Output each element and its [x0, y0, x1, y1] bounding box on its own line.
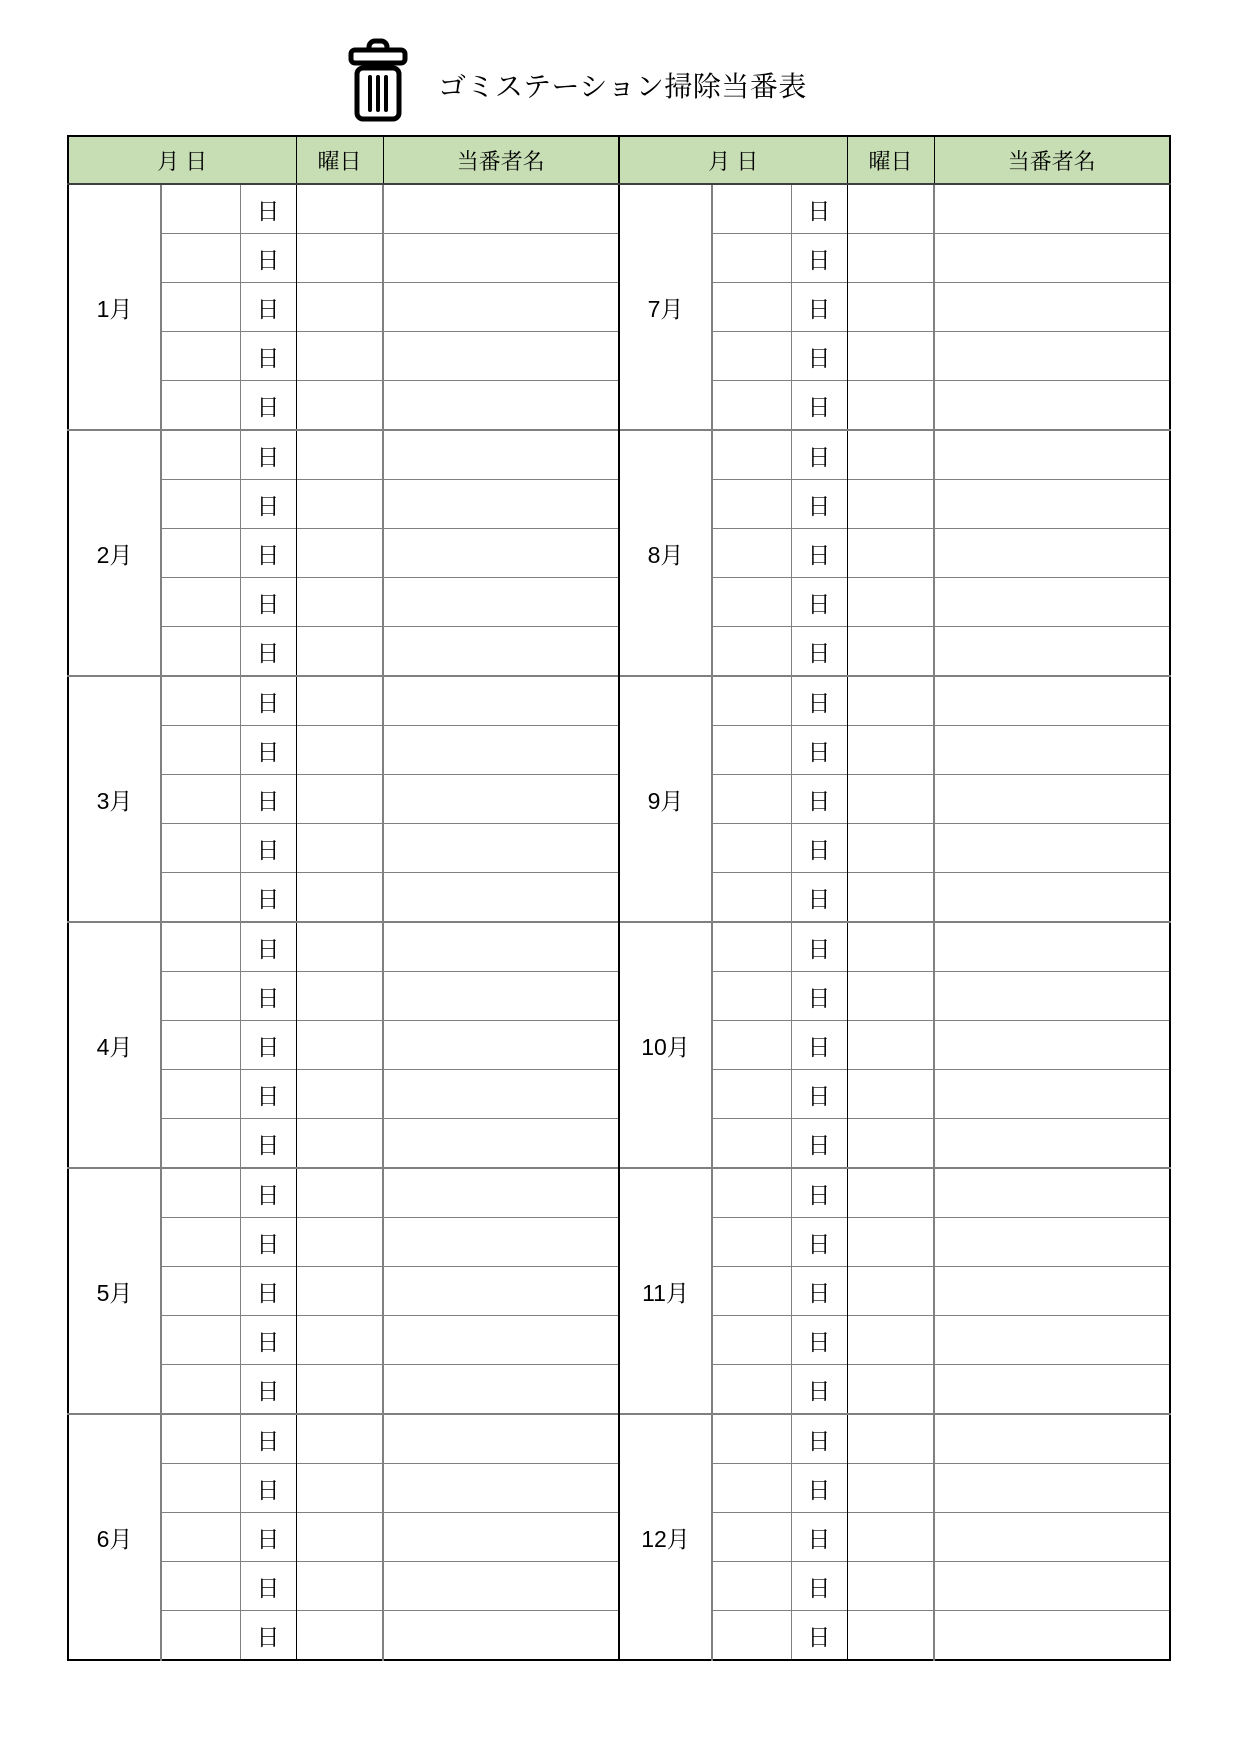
day-suffix-label: 日 — [791, 234, 847, 283]
weekday-blank-cell — [296, 726, 383, 775]
day-suffix-label: 日 — [791, 676, 847, 726]
weekday-blank-cell — [296, 480, 383, 529]
name-blank-cell — [934, 726, 1170, 775]
weekday-blank-cell — [847, 873, 934, 923]
day-suffix-label: 日 — [240, 578, 296, 627]
weekday-blank-cell — [296, 1070, 383, 1119]
name-blank-cell — [934, 578, 1170, 627]
name-blank-cell — [934, 1513, 1170, 1562]
trash-can-icon — [346, 38, 410, 122]
name-blank-cell — [383, 1513, 619, 1562]
weekday-blank-cell — [296, 529, 383, 578]
month-cell-right: 11月 — [619, 1168, 712, 1414]
day-blank-cell — [161, 529, 240, 578]
day-blank-cell — [161, 381, 240, 431]
day-blank-cell — [161, 1267, 240, 1316]
roster-row — [68, 922, 1170, 972]
day-blank-cell — [712, 726, 791, 775]
day-blank-cell — [712, 873, 791, 923]
month-cell-left: 6月 — [68, 1414, 161, 1660]
name-blank-cell — [383, 775, 619, 824]
weekday-blank-cell — [296, 627, 383, 677]
weekday-blank-cell — [847, 1119, 934, 1169]
day-suffix-label: 日 — [791, 1070, 847, 1119]
day-blank-cell — [712, 1168, 791, 1218]
day-blank-cell — [161, 922, 240, 972]
day-blank-cell — [712, 676, 791, 726]
name-blank-cell — [934, 627, 1170, 677]
day-suffix-label: 日 — [791, 726, 847, 775]
weekday-blank-cell — [847, 1168, 934, 1218]
weekday-blank-cell — [296, 234, 383, 283]
weekday-blank-cell — [296, 1414, 383, 1464]
day-blank-cell — [161, 1119, 240, 1169]
day-suffix-label: 日 — [240, 627, 296, 677]
day-suffix-label: 日 — [791, 824, 847, 873]
day-blank-cell — [712, 1070, 791, 1119]
day-blank-cell — [712, 1021, 791, 1070]
weekday-blank-cell — [296, 1611, 383, 1661]
weekday-blank-cell — [296, 332, 383, 381]
day-suffix-label: 日 — [240, 1168, 296, 1218]
name-blank-cell — [383, 726, 619, 775]
weekday-blank-cell — [847, 1562, 934, 1611]
header-month-day-right: 月 日 — [619, 136, 847, 184]
day-blank-cell — [712, 480, 791, 529]
name-blank-cell — [934, 184, 1170, 234]
weekday-blank-cell — [847, 184, 934, 234]
name-blank-cell — [934, 234, 1170, 283]
name-blank-cell — [934, 775, 1170, 824]
weekday-blank-cell — [296, 922, 383, 972]
name-blank-cell — [383, 1414, 619, 1464]
name-blank-cell — [383, 578, 619, 627]
name-blank-cell — [383, 184, 619, 234]
day-suffix-label: 日 — [240, 1218, 296, 1267]
day-blank-cell — [161, 676, 240, 726]
weekday-blank-cell — [847, 627, 934, 677]
weekday-blank-cell — [296, 1316, 383, 1365]
name-blank-cell — [383, 627, 619, 677]
name-blank-cell — [383, 972, 619, 1021]
name-blank-cell — [383, 480, 619, 529]
weekday-blank-cell — [847, 972, 934, 1021]
day-blank-cell — [161, 234, 240, 283]
name-blank-cell — [383, 873, 619, 923]
weekday-blank-cell — [847, 1070, 934, 1119]
day-suffix-label: 日 — [791, 1414, 847, 1464]
weekday-blank-cell — [847, 1316, 934, 1365]
name-blank-cell — [934, 1267, 1170, 1316]
weekday-blank-cell — [296, 1562, 383, 1611]
weekday-blank-cell — [296, 1267, 383, 1316]
day-blank-cell — [161, 824, 240, 873]
day-suffix-label: 日 — [240, 726, 296, 775]
weekday-blank-cell — [847, 824, 934, 873]
day-suffix-label: 日 — [240, 775, 296, 824]
day-suffix-label: 日 — [240, 332, 296, 381]
weekday-blank-cell — [296, 1513, 383, 1562]
day-suffix-label: 日 — [791, 1365, 847, 1415]
name-blank-cell — [383, 1267, 619, 1316]
day-suffix-label: 日 — [240, 676, 296, 726]
day-suffix-label: 日 — [240, 1365, 296, 1415]
name-blank-cell — [934, 972, 1170, 1021]
day-suffix-label: 日 — [240, 234, 296, 283]
weekday-blank-cell — [847, 1218, 934, 1267]
header-name-left: 当番者名 — [383, 136, 619, 184]
name-blank-cell — [934, 283, 1170, 332]
day-blank-cell — [161, 726, 240, 775]
day-blank-cell — [161, 1218, 240, 1267]
month-cell-right: 10月 — [619, 922, 712, 1168]
day-blank-cell — [161, 578, 240, 627]
day-blank-cell — [712, 922, 791, 972]
day-blank-cell — [161, 972, 240, 1021]
day-blank-cell — [161, 1611, 240, 1661]
roster-row — [68, 1168, 1170, 1218]
day-blank-cell — [161, 430, 240, 480]
weekday-blank-cell — [847, 1611, 934, 1661]
day-suffix-label: 日 — [791, 578, 847, 627]
name-blank-cell — [934, 1562, 1170, 1611]
weekday-blank-cell — [296, 1021, 383, 1070]
day-blank-cell — [161, 1365, 240, 1415]
header-month-day-left: 月 日 — [68, 136, 296, 184]
name-blank-cell — [934, 922, 1170, 972]
weekday-blank-cell — [847, 1464, 934, 1513]
roster-row — [68, 430, 1170, 480]
month-cell-left: 5月 — [68, 1168, 161, 1414]
day-blank-cell — [161, 1070, 240, 1119]
page-title: ゴミステーション掃除当番表 — [438, 71, 807, 102]
name-blank-cell — [383, 430, 619, 480]
day-suffix-label: 日 — [791, 1316, 847, 1365]
roster-row — [68, 1414, 1170, 1464]
name-blank-cell — [383, 1464, 619, 1513]
day-suffix-label: 日 — [240, 1119, 296, 1169]
weekday-blank-cell — [296, 283, 383, 332]
name-blank-cell — [383, 1316, 619, 1365]
month-cell-right: 12月 — [619, 1414, 712, 1660]
duty-roster-table — [67, 135, 1171, 1661]
weekday-blank-cell — [847, 234, 934, 283]
weekday-blank-cell — [847, 922, 934, 972]
month-cell-left: 4月 — [68, 922, 161, 1168]
day-blank-cell — [712, 1611, 791, 1661]
weekday-blank-cell — [847, 430, 934, 480]
day-blank-cell — [712, 234, 791, 283]
header-name-right: 当番者名 — [934, 136, 1170, 184]
day-suffix-label: 日 — [240, 184, 296, 234]
day-blank-cell — [161, 1316, 240, 1365]
month-cell-right: 9月 — [619, 676, 712, 922]
day-blank-cell — [712, 529, 791, 578]
day-suffix-label: 日 — [791, 627, 847, 677]
weekday-blank-cell — [847, 480, 934, 529]
day-suffix-label: 日 — [240, 1316, 296, 1365]
day-blank-cell — [161, 1021, 240, 1070]
day-suffix-label: 日 — [240, 1414, 296, 1464]
day-suffix-label: 日 — [240, 283, 296, 332]
weekday-blank-cell — [847, 676, 934, 726]
month-cell-left: 2月 — [68, 430, 161, 676]
day-blank-cell — [712, 1464, 791, 1513]
day-blank-cell — [161, 1464, 240, 1513]
day-suffix-label: 日 — [240, 381, 296, 431]
weekday-blank-cell — [296, 381, 383, 431]
roster-row — [68, 184, 1170, 234]
name-blank-cell — [383, 922, 619, 972]
weekday-blank-cell — [847, 1365, 934, 1415]
weekday-blank-cell — [296, 1119, 383, 1169]
day-suffix-label: 日 — [791, 1611, 847, 1661]
day-blank-cell — [712, 1414, 791, 1464]
weekday-blank-cell — [847, 1021, 934, 1070]
day-suffix-label: 日 — [791, 1513, 847, 1562]
day-suffix-label: 日 — [791, 1168, 847, 1218]
day-suffix-label: 日 — [791, 972, 847, 1021]
month-cell-left: 1月 — [68, 184, 161, 430]
day-blank-cell — [161, 332, 240, 381]
name-blank-cell — [934, 676, 1170, 726]
weekday-blank-cell — [847, 775, 934, 824]
day-suffix-label: 日 — [791, 430, 847, 480]
header-weekday-left: 曜日 — [296, 136, 383, 184]
day-suffix-label: 日 — [240, 1070, 296, 1119]
day-blank-cell — [161, 283, 240, 332]
name-blank-cell — [383, 1218, 619, 1267]
title-block — [346, 38, 807, 122]
name-blank-cell — [934, 480, 1170, 529]
weekday-blank-cell — [847, 1414, 934, 1464]
weekday-blank-cell — [296, 184, 383, 234]
weekday-blank-cell — [296, 824, 383, 873]
day-suffix-label: 日 — [791, 922, 847, 972]
name-blank-cell — [383, 283, 619, 332]
day-suffix-label: 日 — [240, 972, 296, 1021]
month-cell-right: 7月 — [619, 184, 712, 430]
weekday-blank-cell — [847, 332, 934, 381]
day-blank-cell — [161, 1513, 240, 1562]
day-blank-cell — [161, 1562, 240, 1611]
weekday-blank-cell — [847, 1513, 934, 1562]
day-suffix-label: 日 — [791, 1562, 847, 1611]
name-blank-cell — [934, 873, 1170, 923]
day-suffix-label: 日 — [791, 1218, 847, 1267]
weekday-blank-cell — [296, 1464, 383, 1513]
name-blank-cell — [934, 381, 1170, 431]
name-blank-cell — [383, 1070, 619, 1119]
day-suffix-label: 日 — [791, 1119, 847, 1169]
name-blank-cell — [383, 529, 619, 578]
day-suffix-label: 日 — [240, 873, 296, 923]
name-blank-cell — [383, 1562, 619, 1611]
day-blank-cell — [712, 1513, 791, 1562]
day-blank-cell — [161, 480, 240, 529]
weekday-blank-cell — [296, 1365, 383, 1415]
name-blank-cell — [383, 824, 619, 873]
day-blank-cell — [712, 332, 791, 381]
day-blank-cell — [161, 873, 240, 923]
name-blank-cell — [934, 1218, 1170, 1267]
name-blank-cell — [934, 824, 1170, 873]
day-blank-cell — [712, 627, 791, 677]
day-blank-cell — [712, 283, 791, 332]
day-suffix-label: 日 — [791, 873, 847, 923]
name-blank-cell — [934, 430, 1170, 480]
name-blank-cell — [383, 1168, 619, 1218]
weekday-blank-cell — [847, 381, 934, 431]
weekday-blank-cell — [847, 726, 934, 775]
day-blank-cell — [161, 627, 240, 677]
day-suffix-label: 日 — [240, 1021, 296, 1070]
day-suffix-label: 日 — [791, 1464, 847, 1513]
name-blank-cell — [934, 1414, 1170, 1464]
day-blank-cell — [712, 1267, 791, 1316]
day-blank-cell — [161, 1168, 240, 1218]
day-suffix-label: 日 — [240, 922, 296, 972]
day-suffix-label: 日 — [791, 283, 847, 332]
weekday-blank-cell — [296, 873, 383, 923]
name-blank-cell — [383, 1021, 619, 1070]
name-blank-cell — [934, 529, 1170, 578]
day-blank-cell — [712, 1218, 791, 1267]
weekday-blank-cell — [296, 775, 383, 824]
weekday-blank-cell — [847, 283, 934, 332]
day-suffix-label: 日 — [791, 1021, 847, 1070]
weekday-blank-cell — [296, 676, 383, 726]
day-suffix-label: 日 — [240, 1267, 296, 1316]
day-suffix-label: 日 — [791, 480, 847, 529]
roster-row — [68, 676, 1170, 726]
day-blank-cell — [161, 775, 240, 824]
day-suffix-label: 日 — [240, 1562, 296, 1611]
weekday-blank-cell — [296, 1218, 383, 1267]
header-weekday-right: 曜日 — [847, 136, 934, 184]
name-blank-cell — [383, 676, 619, 726]
day-suffix-label: 日 — [791, 529, 847, 578]
weekday-blank-cell — [296, 578, 383, 627]
name-blank-cell — [934, 1168, 1170, 1218]
name-blank-cell — [934, 1021, 1170, 1070]
day-blank-cell — [712, 1365, 791, 1415]
name-blank-cell — [934, 1316, 1170, 1365]
day-blank-cell — [712, 381, 791, 431]
day-suffix-label: 日 — [791, 775, 847, 824]
day-suffix-label: 日 — [240, 480, 296, 529]
month-cell-right: 8月 — [619, 430, 712, 676]
day-suffix-label: 日 — [240, 529, 296, 578]
weekday-blank-cell — [847, 529, 934, 578]
name-blank-cell — [383, 332, 619, 381]
day-suffix-label: 日 — [240, 1611, 296, 1661]
header-row — [68, 136, 1170, 184]
weekday-blank-cell — [296, 430, 383, 480]
name-blank-cell — [934, 1365, 1170, 1415]
day-blank-cell — [712, 578, 791, 627]
day-suffix-label: 日 — [240, 824, 296, 873]
day-blank-cell — [712, 775, 791, 824]
day-blank-cell — [712, 430, 791, 480]
name-blank-cell — [934, 1464, 1170, 1513]
day-blank-cell — [712, 824, 791, 873]
day-suffix-label: 日 — [240, 430, 296, 480]
day-blank-cell — [161, 184, 240, 234]
name-blank-cell — [383, 1611, 619, 1661]
day-blank-cell — [712, 1562, 791, 1611]
weekday-blank-cell — [296, 1168, 383, 1218]
name-blank-cell — [934, 1119, 1170, 1169]
day-suffix-label: 日 — [791, 1267, 847, 1316]
name-blank-cell — [383, 381, 619, 431]
weekday-blank-cell — [847, 1267, 934, 1316]
weekday-blank-cell — [296, 972, 383, 1021]
day-suffix-label: 日 — [791, 332, 847, 381]
day-suffix-label: 日 — [791, 381, 847, 431]
name-blank-cell — [383, 1119, 619, 1169]
day-blank-cell — [161, 1414, 240, 1464]
month-cell-left: 3月 — [68, 676, 161, 922]
name-blank-cell — [383, 1365, 619, 1415]
weekday-blank-cell — [847, 578, 934, 627]
name-blank-cell — [934, 1611, 1170, 1661]
day-suffix-label: 日 — [791, 184, 847, 234]
day-blank-cell — [712, 184, 791, 234]
day-suffix-label: 日 — [240, 1513, 296, 1562]
name-blank-cell — [934, 1070, 1170, 1119]
day-suffix-label: 日 — [240, 1464, 296, 1513]
day-blank-cell — [712, 1119, 791, 1169]
day-blank-cell — [712, 972, 791, 1021]
name-blank-cell — [934, 332, 1170, 381]
day-blank-cell — [712, 1316, 791, 1365]
name-blank-cell — [383, 234, 619, 283]
